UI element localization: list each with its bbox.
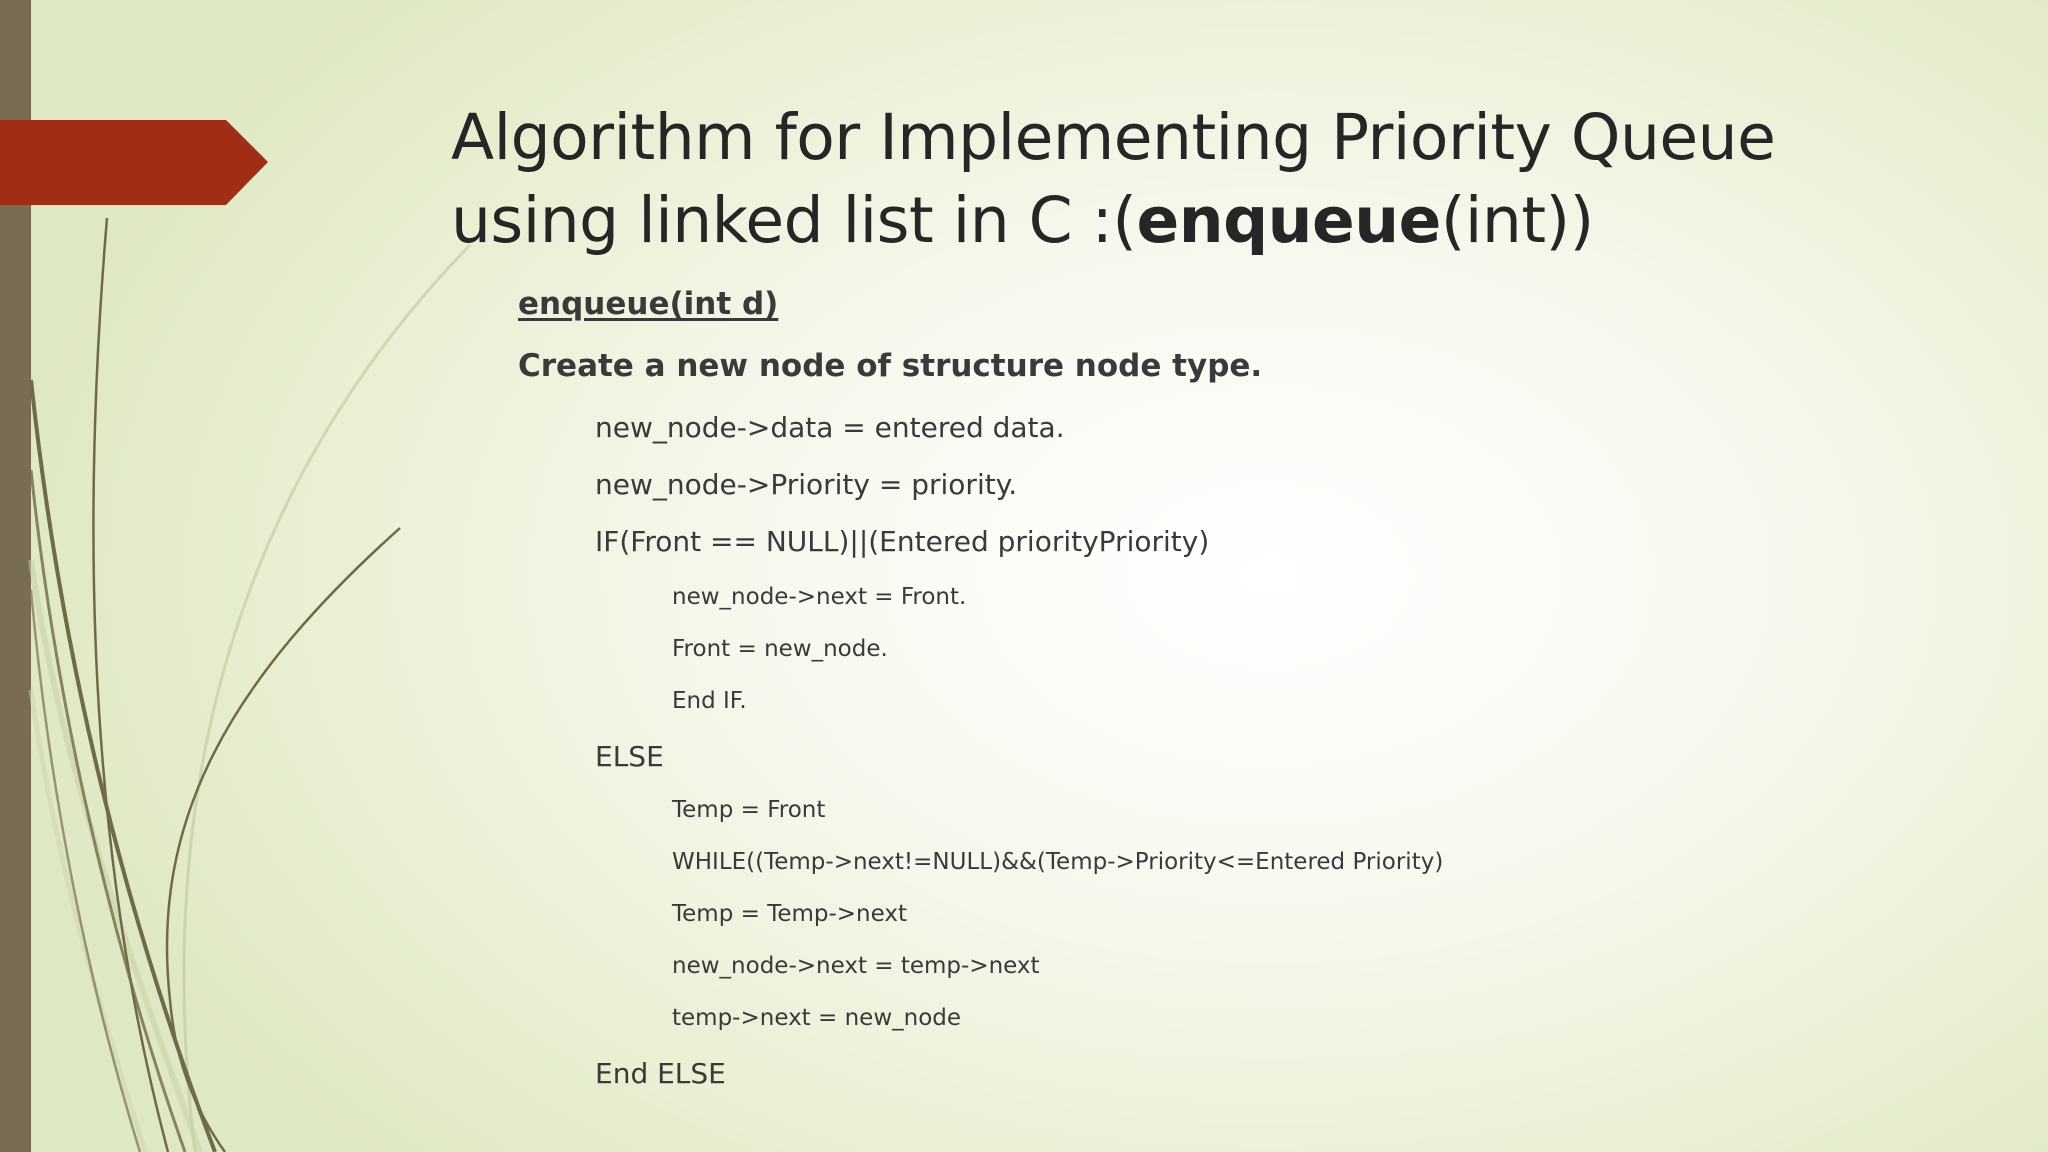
function-heading: enqueue(int d) bbox=[518, 286, 779, 322]
title-line-2-prefix: using linked list in C :( bbox=[451, 184, 1137, 257]
step-create-node: Create a new node of structure node type. bbox=[518, 348, 1263, 384]
step-else: ELSE bbox=[595, 740, 664, 773]
step-while-loop: WHILE((Temp->next!=NULL)&&(Temp->Priority<=Entered Priority) bbox=[672, 849, 1444, 875]
step-if-next: new_node->next = Front. bbox=[672, 584, 967, 610]
step-set-data: new_node->data = entered data. bbox=[595, 411, 1065, 444]
title-enqueue-bold: enqueue bbox=[1136, 184, 1441, 257]
step-temp-link: temp->next = new_node bbox=[672, 1005, 962, 1031]
step-if-front: Front = new_node. bbox=[672, 636, 888, 662]
title-line-1: Algorithm for Implementing Priority Queue bbox=[451, 101, 1776, 174]
step-end-if: End IF. bbox=[672, 688, 747, 714]
step-set-priority: new_node->Priority = priority. bbox=[595, 468, 1018, 501]
step-new-node-next: new_node->next = temp->next bbox=[672, 953, 1040, 979]
title-line-2-suffix: (int)) bbox=[1440, 184, 1594, 257]
step-temp-next: Temp = Temp->next bbox=[672, 901, 908, 927]
step-temp-front: Temp = Front bbox=[672, 797, 826, 823]
step-if-condition: IF(Front == NULL)||(Entered priorityPriority) bbox=[595, 525, 1210, 558]
step-end-else: End ELSE bbox=[595, 1057, 726, 1090]
